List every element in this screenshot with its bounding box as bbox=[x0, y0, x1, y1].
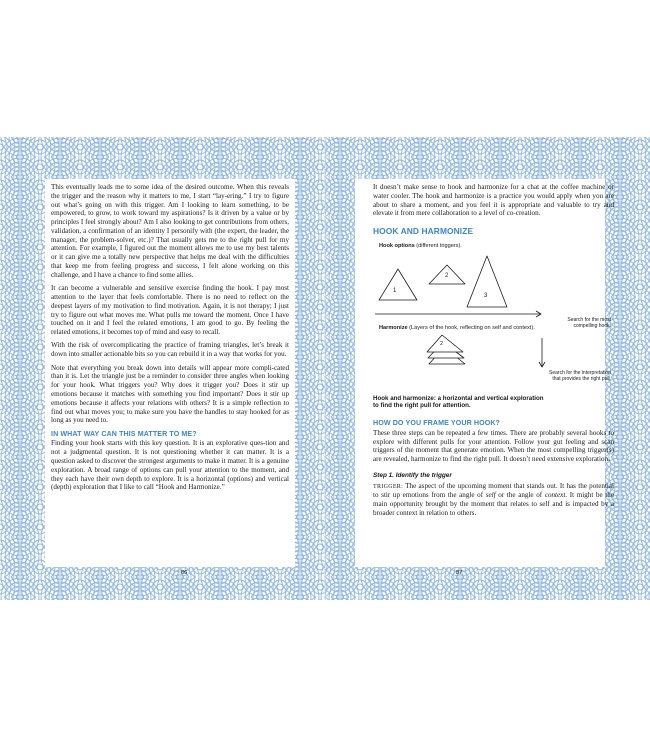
hook-harmonize-diagram bbox=[373, 243, 614, 393]
frame-hook-subheading: HOW DO YOU FRAME YOUR HOOK? bbox=[373, 419, 500, 428]
diagram-caption: Hook and harmonize: a horizontal and vertical exploration to find the right pull for attention. bbox=[373, 394, 544, 410]
step-1-title: Step 1. Identify the trigger bbox=[373, 471, 452, 479]
left-section-heading: IN WHAT WAY CAN THIS MATTER TO ME? bbox=[51, 429, 197, 438]
right-intro-paragraph: It doesn’t make sense to hook and harmonize for a chat at the coffee machine or water cooler. The hook and harmonize is a practice you would apply when you are about to share a moment, and you feel it is appropriate and valuable to try and elevate it from mere collaboration to a level of co-creation. bbox=[373, 183, 614, 218]
hook-harmonize-heading: HOOK AND HARMONIZE bbox=[373, 226, 474, 237]
harmonize-label: Harmonize (Layers of the hook, reflecting on self and context). bbox=[379, 324, 535, 331]
triangle-3-number: 3 bbox=[484, 292, 488, 299]
right-page-text bbox=[373, 183, 614, 518]
triangle-1 bbox=[379, 269, 417, 300]
left-paragraph-3: With the risk of overcomplicating the practice of framing triangles, let’s break it down into smaller actionable bits so you can rebuild it in a way that works for you. bbox=[51, 341, 289, 359]
triangle-1-number: 1 bbox=[393, 287, 397, 294]
trigger-term: TRIGGER: bbox=[373, 483, 404, 490]
step-1-paragraph: TRIGGER: The aspect of the upcoming moment that stands out. It has the potential to stir up emotions from the angle of self or the angle of context. It might be the main opportunity brought by the moment that relates to self and is impacted by a broader context in relation to others. bbox=[373, 481, 614, 517]
left-paragraph-2: It can become a vulnerable and sensitive exercise finding the hook. I pay most attention to the layer that feels comfortable. There is no need to reflect on the deepest layers of my motivation to find motivation. Again, it is not therapy; I just try to figure out what moves me. What pulls me toward the moment. Once I have touched on it and I feel the related emotions, I am good to go. By feeling the related emotions, it becomes top of mind and easy to recall. bbox=[51, 284, 289, 337]
stack-layer-1 bbox=[427, 335, 463, 352]
left-page-text bbox=[51, 183, 289, 492]
left-page-number: 86 bbox=[181, 570, 188, 576]
hook-options-label: Hook options (different triggers). bbox=[379, 242, 462, 249]
left-paragraph-4: Note that everything you break down into details will appear more compli-cated than it is. Let the triangle just be a reminder to consider three angles when looking for your hook. What triggers you? Why does it trigger you? Does it stir up emotions because it matches with something you find important? Does it stir up emotions because it affects your relations with others? It is a simple reflection to find out what moves you; to make sure you have the handles to stay hooked for as long as you need to. bbox=[51, 363, 289, 425]
hook-arrow-caption: Search for the most compelling hook. bbox=[567, 316, 611, 330]
triangle-2-number: 2 bbox=[445, 272, 449, 279]
frame-hook-paragraph: These three steps can be repeated a few times. There are probably several hooks to explore with different pulls for your attention. Follow your gut feeling and scan triggers of the moment that generate emotion. When the most compelling trigger(s) are revealed, harmonize to find the right pull. It doesn’t need extensive exploration. bbox=[373, 428, 614, 464]
right-page-number: 87 bbox=[456, 570, 463, 576]
harmonize-arrow-caption: Search for the interpretation that provides the right pull. bbox=[549, 369, 611, 383]
left-paragraph-closing: Finding your hook starts with this key question. It is an explorative ques-tion and not a judgmental question. It is not questioning whether it can matter. It is a question asked to discover the strongest arguments to make it matter. It is a genuine exploration. A broad range of options can pull your attention to the moment, and they each have their own depth to explore. It is a horizontal (options) and vertical (depth) exploration that I like to call “Hook and Harmonize.” bbox=[51, 439, 289, 492]
left-paragraph-1: This eventually leads me to some idea of the desired outcome. When this reveals the trigger and the reason why it matters to me, I start “lay-ering.” I try to figure out what’s going on with this trigger. Am I looking to learn something, to be empowered, to grow, to work toward my aspirations? Is it driven by a value or by principles I feel strongly about? Am I also looking to get contributions from others, validation, a confirmation of an identity I personify with (the expert, the leader, the manager, the problem-solver, etc.)? That usually gets me to the right pull for my attention. For example, I figured out the moment allows me to use my best talents or it can give me a totally new perspective that helps me deal with the difficulties that keep me from feeling progress and success, I felt alone working on this challenge, and I have a chance to find some allies. bbox=[51, 183, 289, 279]
stack-number: 2 bbox=[440, 340, 443, 347]
